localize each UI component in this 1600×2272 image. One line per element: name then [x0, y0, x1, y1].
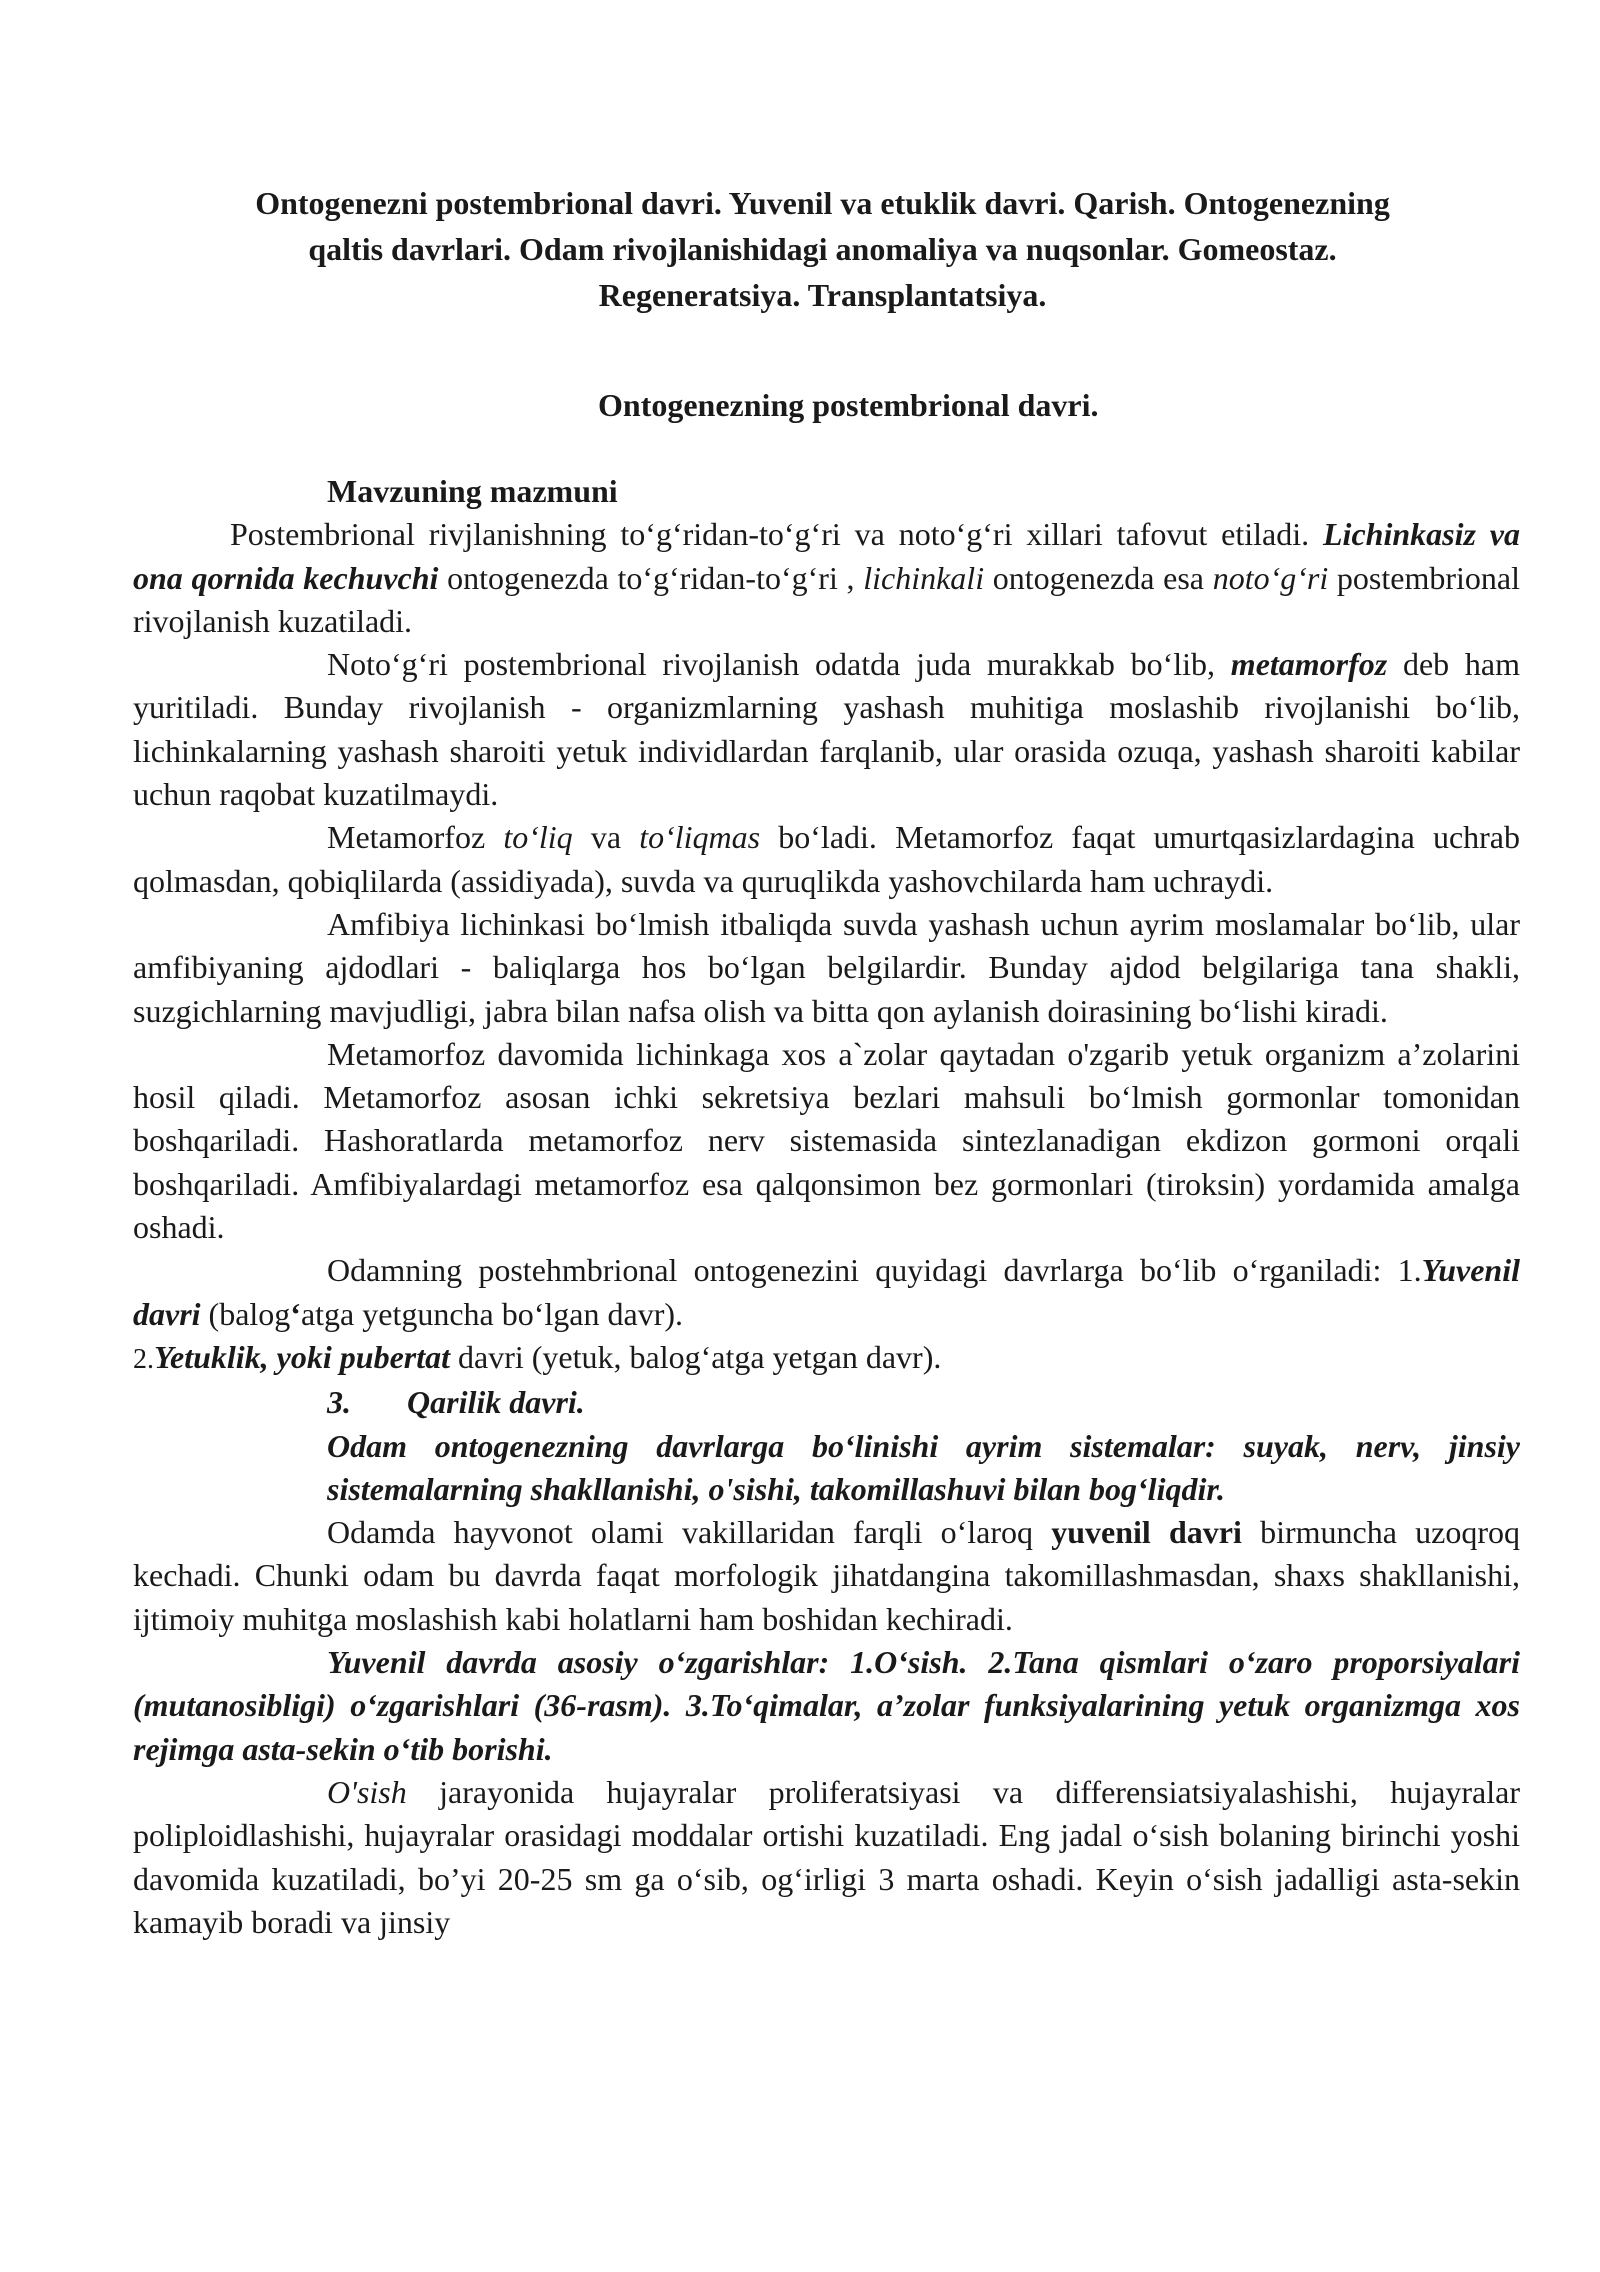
paragraph-7: 2.Yetuklik, yoki pubertat davri (yetuk, balog‘atga yetgan davr).	[133, 1338, 942, 1375]
paragraph-3: Metamorfoz to‘liq va to‘liqmas bo‘ladi. Metamorfoz faqat umurtqasizlardagina uchrab qolmasdan, qobiqlilarda (assidiyada), suvda va quruqlikda yashovchilarda ham uchraydi.	[133, 819, 1520, 899]
paragraph-2: Noto‘g‘ri postembrional rivojlanish odatda juda murakkab bo‘lib, metamorfoz deb ham yuritiladi. Bunday rivojlanish - organizmlarning yashash muhitiga moslashib rivojlanishi bo‘lib, lichinkalarning yashash sharoiti yetuk individlardan farqlanib, ular orasida ozuqa, yashash sharoiti kabilar uchun raqobat kuzatilmaydi.	[133, 646, 1521, 813]
title-line-1: Ontogenezni postembrional davri. Yuvenil va etuklik davri. Qarish. Ontogenezning	[255, 185, 1390, 221]
paragraph-11: Yuvenil davrda asosiy o‘zgarishlar: 1.O‘sish. 2.Tana qismlari o‘zaro proporsiyalari (mutanosibligi) o‘zgarishlari (36-rasm). 3.To‘qimalar, a’zolar funksiyalarining yetuk organizmga xos rejimga asta-sekin o‘tib borishi.	[133, 1644, 1520, 1767]
document-title	[150, 180, 1495, 318]
section-subtitle: Ontogenezning postembrional davri.	[598, 387, 1099, 423]
paragraph-6: Odamning postehmbrional ontogenezini quyidagi davrlarga bo‘lib o‘rganiladi: 1.Yuvenil davri (balog‘atga yetguncha bo‘lgan davr).	[133, 1252, 1520, 1332]
paragraph-9: Odam ontogenezning davrlarga bo‘linishi ayrim sistemalar: suyak, nerv, jinsiy sistemalarning shakllanishi, o'sishi, takomillashuvi bilan bog‘liqdir.	[327, 1427, 1520, 1507]
paragraph-5: Metamorfoz davomida lichinkaga xos a`zolar qaytadan o'zgarib yetuk organizm a’zolarini hosil qiladi. Metamorfoz asosan ichki sekretsiya bezlari mahsuli bo‘lmish gormonlar tomonidan boshqariladi. Hashoratlarda metamorfoz nerv sistemasida sintezlanadigan ekdizon gormoni orqali boshqariladi. Amfibiyalardagi metamorfoz esa qalqonsimon bez gormonlari (tiroksin) yordamida amalga oshadi.	[133, 1035, 1520, 1246]
section-heading: Mavzuning mazmuni	[327, 473, 618, 509]
paragraph-4: Amfibiya lichinkasi bo‘lmish itbaliqda suvda yashash uchun ayrim moslamalar bo‘lib, ular amfibiyaning ajdodlari - baliqlarga hos bo‘lgan belgilardir. Bunday ajdod belgilariga tana shakli, suzgichlarning mavjudligi, jabra bilan nafsa olish va bitta qon aylanish doirasining bo‘lishi kiradi.	[133, 905, 1520, 1029]
paragraph-10: Odamda hayvonot olami vakillaridan farqli o‘laroq yuvenil davri birmuncha uzoqroq kechadi. Chunki odam bu davrda faqat morfologik jihatdangina takomillashmasdan, shaxs shakllanishi, ijtimoiy muhitga moslashish kabi holatlarni ham boshidan kechiradi.	[133, 1514, 1521, 1637]
document-body	[133, 470, 1521, 1944]
title-line-2: qaltis davrlari. Odam rivojlanishidagi anomaliya va nuqsonlar. Gomeostaz.	[308, 231, 1337, 267]
paragraph-12: O'sish jarayonida hujayralar proliferatsiyasi va differensiatsiyalashishi, hujayralar poliploidlashishi, hujayralar orasidagi moddalar ortishi kuzatiladi. Eng jadal o‘sish bolaning birinchi yoshi davomida kuzatiladi, bo’yi 20-25 sm ga o‘sib, og‘irligi 3 marta oshadi. Keyin o‘sish jadalligi asta-sekin kamayib boradi va jinsiy	[133, 1773, 1520, 1940]
paragraph-8: 3. Qarilik davri.	[327, 1384, 585, 1421]
title-line-3: Regeneratsiya. Transplantatsiya.	[598, 277, 1047, 313]
paragraph-1: Postembrional rivjlanishning to‘g‘ridan-to‘g‘ri va noto‘g‘ri xillari tafovut etiladi. Lichinkasiz va ona qornida kechuvchi ontogenezda to‘g‘ridan-to‘g‘ri , lichinkali ontogenezda esa noto‘g‘ri postembrional rivojlanish kuzatiladi.	[133, 516, 1521, 639]
